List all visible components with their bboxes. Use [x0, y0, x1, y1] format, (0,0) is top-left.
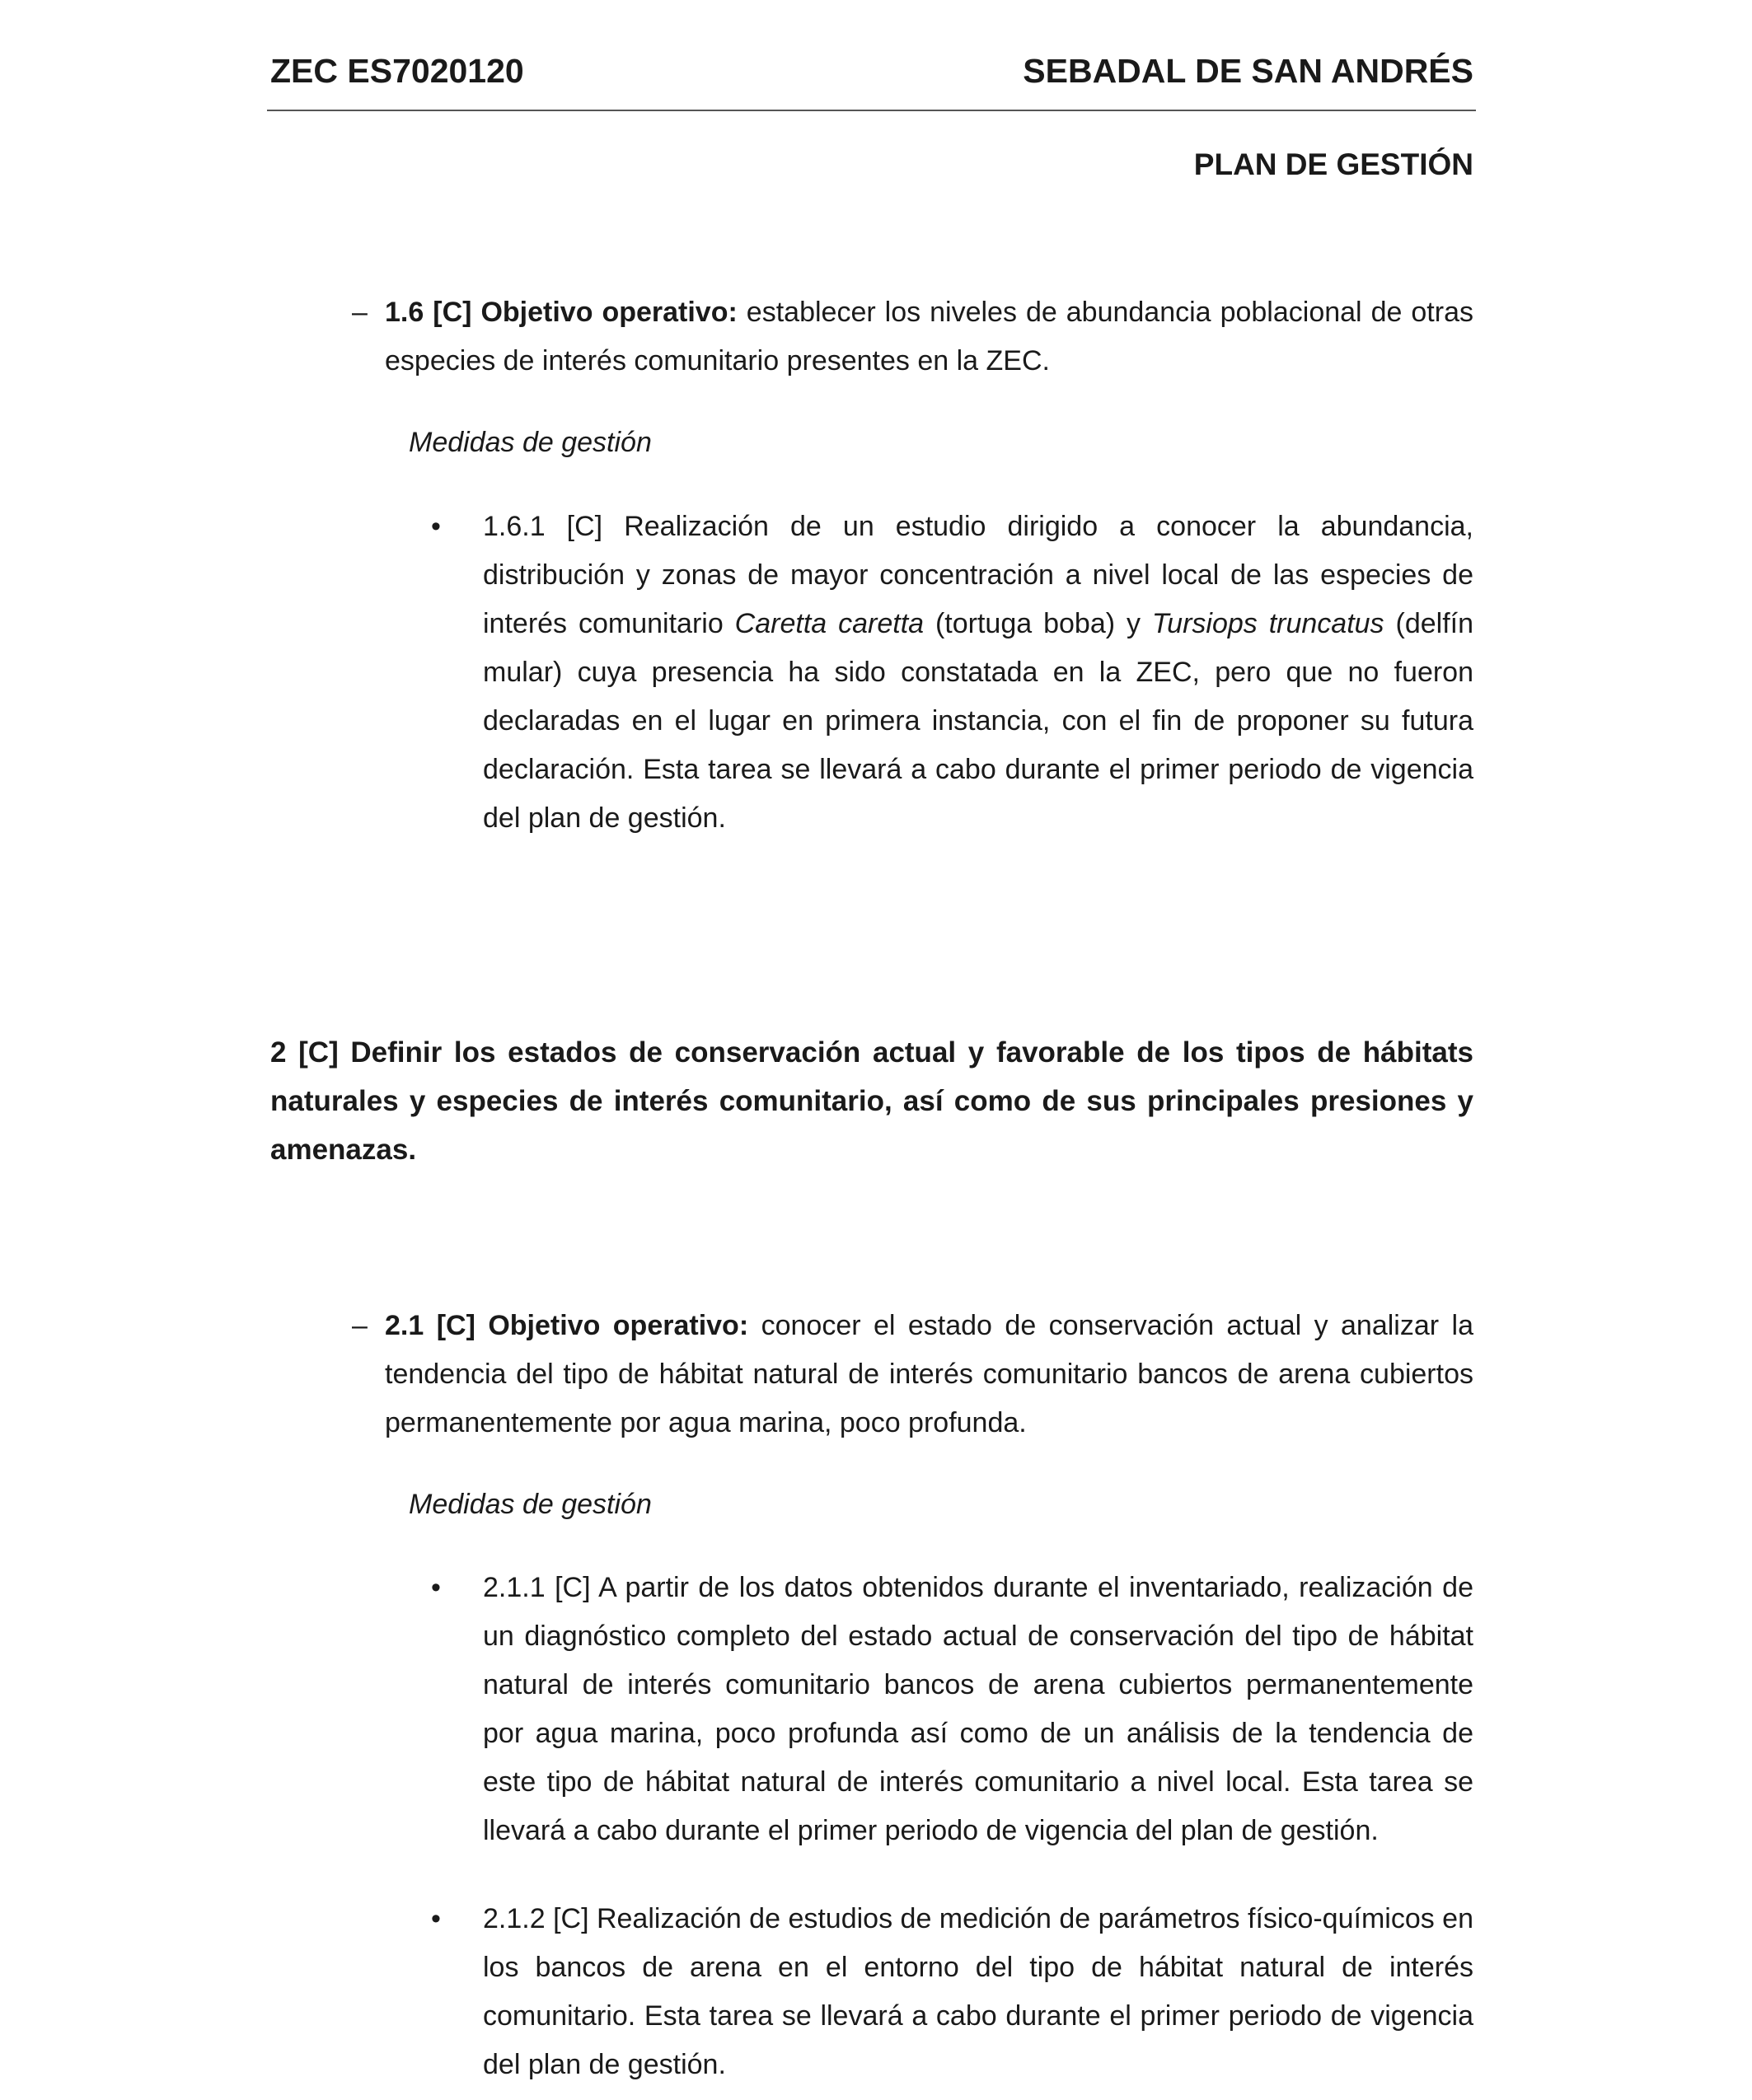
species-name: Caretta caretta: [734, 608, 925, 639]
operational-objective-1-6: [352, 288, 1473, 386]
species-name: Tursiops truncatus: [1151, 608, 1384, 639]
objective-text: conocer el estado de conservación actual y analizar la tendencia del tipo de hábitat natural de interés comunitario bancos de arena cubiertos permanentemente por agua marina, poco profunda.: [385, 1310, 1473, 1438]
objective-label: 2.1 [C] Objetivo operativo:: [385, 1310, 749, 1341]
bullet-marker: •: [431, 1572, 441, 1603]
objective-text: establecer los niveles de abundancia poblacional de otras especies de interés comunitario presentes en la ZEC.: [385, 297, 1473, 377]
measure-text: 2.1.1 [C] A partir de los datos obtenidos durante el inventariado, realización de un diagnóstico completo del estado actual de conservación del tipo de hábitat natural de interés comunitario bancos de arena cubiertos permanentemente por agua marina, poco profunda así como de un análisis de la tendencia de este tipo de hábitat natural de interés comunitario a nivel local. Esta tarea se llevará a cabo durante el primer periodo de vigencia del plan de gestión.: [483, 1572, 1473, 1846]
measure-2-1-1: [431, 1564, 1473, 1855]
measure-text: (delfín mular) cuya presencia ha sido constatada en la ZEC, pero que no fueron declaradas en el lugar en primera instancia, con el fin de proponer su futura declaración. Esta tarea se llevará a cabo durante el primer periodo de vigencia del plan de gestión.: [483, 608, 1473, 834]
bullet-marker: •: [431, 511, 441, 542]
dash-marker: –: [352, 1310, 368, 1341]
measure-text: 1.6.1 [C] Realización de un estudio dirigido a conocer la abundancia, distribución y zonas de mayor concentración a nivel local de las especies de interés comunitario: [483, 511, 1473, 639]
measure-text: 2.1.2 [C] Realización de estudios de medición de parámetros físico-químicos en los bancos de arena en el entorno del tipo de hábitat natural de interés comunitario. Esta tarea se llevará a cabo durante el primer periodo de vigencia del plan de gestión.: [483, 1903, 1473, 2080]
bullet-marker: •: [431, 1903, 441, 1934]
site-code-title: ZEC ES7020120: [270, 52, 524, 90]
page-header: [270, 48, 1473, 97]
measure-text: (tortuga boba) y: [924, 608, 1152, 639]
site-name-title: SEBADAL DE SAN ANDRÉS: [1023, 52, 1473, 90]
operational-objective-2-1: [352, 1302, 1473, 1448]
objective-label: 1.6 [C] Objetivo operativo:: [385, 297, 738, 328]
general-objective-2: 2 [C] Definir los estados de conservación actual y favorable de los tipos de hábitats naturales y especies de interés comunitario, así como de sus principales presiones y amenazas.: [270, 1036, 1473, 1166]
measure-2-1-2: [431, 1895, 1473, 2089]
management-measures-heading: Medidas de gestión: [409, 1489, 652, 1520]
measure-1-6-1: [431, 503, 1473, 843]
management-measures-heading: Medidas de gestión: [409, 427, 652, 458]
document-subtitle: PLAN DE GESTIÓN: [1193, 147, 1473, 181]
header-divider: [267, 110, 1476, 111]
dash-marker: –: [352, 297, 368, 328]
